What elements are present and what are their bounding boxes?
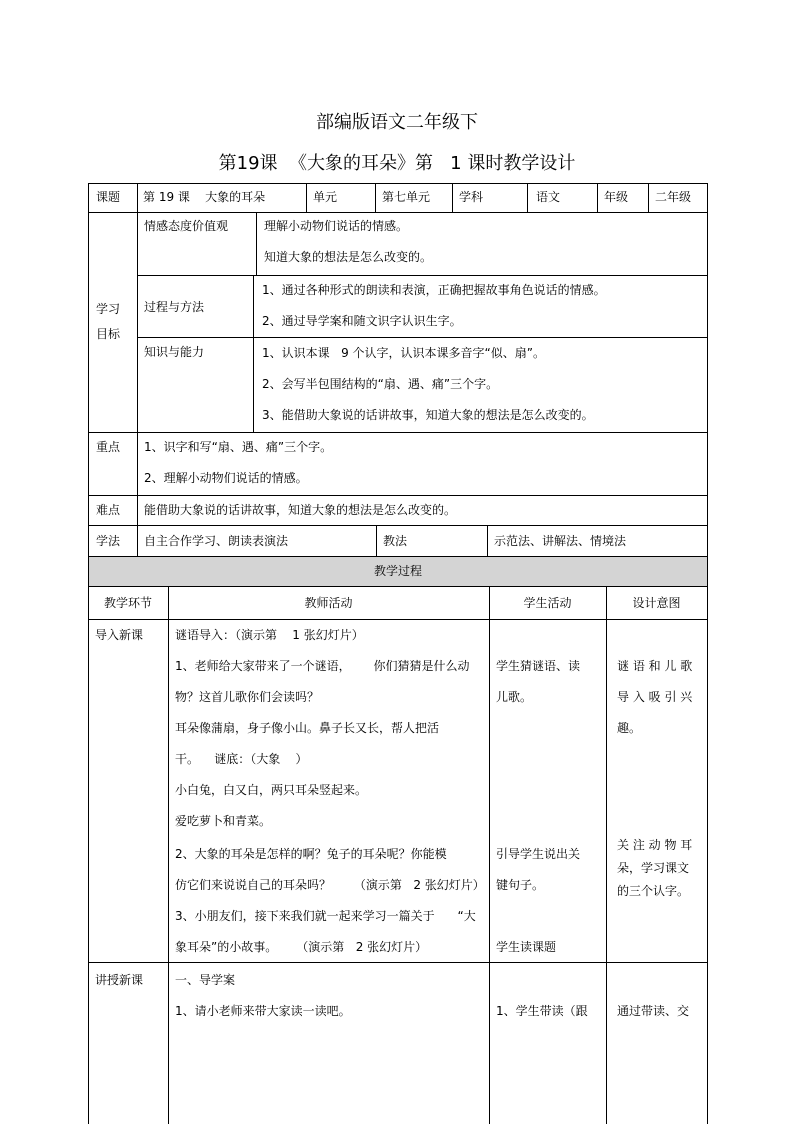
table-rule [137, 337, 708, 338]
table-rule [88, 495, 708, 496]
knowledge-goal-label: 知识与能力 [144, 345, 205, 359]
lesson-number: 第19课 [218, 153, 278, 174]
goals-label-line1: 学习 [96, 302, 121, 316]
process-goal-label: 过程与方法 [144, 300, 205, 314]
column-header-teacher: 教师活动 [304, 596, 353, 610]
process-header: 教学过程 [373, 564, 422, 578]
table-rule [88, 962, 708, 963]
table-rule [527, 183, 528, 212]
knowledge-goal-line: 1、认识本课 9 个认字，认识本课多音字“似、扇”。 [262, 346, 545, 360]
unit-label: 单元 [313, 190, 338, 204]
table-rule [88, 183, 89, 1124]
table-rule [648, 183, 649, 212]
teach-teacher-line: 一、导学案 [175, 973, 236, 987]
intro-teacher-line: 干。 谜底：（大象 ） [175, 752, 308, 766]
table-rule [253, 275, 254, 432]
study-method-label: 学法 [96, 534, 121, 548]
unit-value: 第七单元 [382, 190, 431, 204]
intro-intent-line: 关 注 动 物 耳 [617, 838, 693, 852]
subject-label: 学科 [459, 190, 484, 204]
intro-teacher-line: 象耳朵”的小故事。 （演示第 2 张幻灯片） [175, 940, 428, 954]
teach-method-value: 示范法、讲解法、情境法 [494, 534, 627, 548]
key-points-label: 重点 [96, 440, 121, 454]
knowledge-goal-line: 2、会写半包围结构的“扇、遇、痛”三个字。 [262, 377, 499, 391]
lesson-period-number: 1 [450, 153, 462, 174]
teach-stage-label: 讲授新课 [95, 973, 144, 987]
goals-label-line2: 目标 [96, 327, 121, 341]
teach-student-line: 1、学生带读（跟 [496, 1004, 588, 1018]
intro-teacher-line: 3、小朋友们，接下来我们就一起来学习一篇关于 “大 [175, 909, 476, 923]
lesson-title [0, 149, 794, 175]
intro-intent-line: 谜 语 和 儿 歌 [617, 659, 693, 673]
grade-label: 年级 [604, 190, 629, 204]
intro-stage-label: 导入新课 [95, 628, 144, 642]
table-rule [452, 183, 453, 212]
column-header-student: 学生活动 [523, 596, 572, 610]
difficulty-text: 能借助大象说的话讲故事，知道大象的想法是怎么改变的。 [144, 503, 457, 517]
course-value: 第 19 课 大象的耳朵 [143, 190, 266, 204]
knowledge-goal-line: 3、能借助大象说的话讲故事，知道大象的想法是怎么改变的。 [262, 408, 594, 422]
course-label: 课题 [96, 190, 121, 204]
intro-teacher-line: 谜语导入：（演示第 1 张幻灯片） [175, 628, 364, 642]
intro-intent-line: 的三个认字。 [617, 884, 690, 898]
intro-student-line: 键句子。 [496, 878, 545, 892]
intro-student-line: 学生猜谜语、读 [496, 659, 581, 673]
table-rule [137, 432, 138, 556]
lesson-title-suffix: 课时教学设计 [467, 153, 576, 174]
intro-intent-line: 趣。 [617, 721, 642, 735]
table-rule [88, 556, 708, 557]
table-rule [489, 586, 490, 1124]
table-rule [376, 525, 377, 556]
intro-student-line: 引导学生说出关 [496, 847, 581, 861]
table-rule [375, 183, 376, 212]
intro-teacher-line: 1、老师给大家带来了一个谜语， 你们猜猜是什么动 [175, 659, 470, 673]
table-rule [168, 586, 169, 1124]
intro-intent-line: 导 入 吸 引 兴 [617, 690, 693, 704]
process-goal-line: 2、通过导学案和随文识字认识生字。 [262, 314, 462, 328]
table-rule [88, 183, 708, 184]
column-header-stage: 教学环节 [103, 596, 152, 610]
process-goal-line: 1、通过各种形式的朗读和表演，正确把握故事角色说话的情感。 [262, 283, 606, 297]
teach-method-label: 教法 [383, 534, 408, 548]
table-rule [306, 183, 307, 212]
table-rule [606, 586, 607, 1124]
intro-teacher-line: 仿它们来说说自己的耳朵吗？ （演示第 2 张幻灯片） [175, 878, 485, 892]
intro-intent-line: 朵，学习课文 [617, 861, 690, 875]
intro-teacher-line: 物？这首儿歌你们会读吗？ [175, 690, 320, 704]
table-rule [597, 183, 598, 212]
table-rule [707, 183, 708, 1124]
document-title: 部编版语文二年级下 [316, 112, 478, 133]
emotion-goal-label: 情感态度价值观 [144, 219, 229, 233]
teach-teacher-line: 1、请小老师来带大家读一读吧。 [175, 1004, 351, 1018]
intro-teacher-line: 2、大象的耳朵是怎样的啊？兔子的耳朵呢？你能模 [175, 847, 447, 861]
emotion-goal-line: 理解小动物们说话的情感。 [264, 219, 409, 233]
intro-teacher-line: 爱吃萝卜和青菜。 [175, 814, 272, 828]
key-point-line: 1、识字和写“扇、遇、痛”三个字。 [144, 440, 333, 454]
table-rule [88, 586, 708, 587]
intro-teacher-line: 小白兔，白又白，两只耳朵竖起来。 [175, 783, 368, 797]
table-rule [137, 183, 138, 212]
table-rule [137, 275, 708, 276]
subject-value: 语文 [536, 190, 561, 204]
column-header-intent: 设计意图 [632, 596, 681, 610]
intro-teacher-line: 耳朵像蒲扇，身子像小山。鼻子长又长，帮人把活 [175, 721, 440, 735]
key-point-line: 2、理解小动物们说话的情感。 [144, 471, 308, 485]
table-rule [487, 525, 488, 556]
intro-student-line: 学生读课题 [496, 940, 557, 954]
table-rule [88, 619, 708, 620]
study-method-value: 自主合作学习、朗读表演法 [144, 534, 289, 548]
table-rule [137, 212, 138, 432]
table-rule [88, 212, 708, 213]
difficulty-label: 难点 [96, 503, 121, 517]
table-rule [88, 525, 708, 526]
emotion-goal-line: 知道大象的想法是怎么改变的。 [264, 250, 433, 264]
lesson-text-title: 《大象的耳朵》第 [289, 153, 433, 174]
teach-intent-line: 通过带读、交 [617, 1004, 690, 1018]
table-rule [256, 212, 257, 275]
table-rule [88, 432, 708, 433]
grade-value: 二年级 [655, 190, 692, 204]
intro-student-line: 儿歌。 [496, 690, 533, 704]
